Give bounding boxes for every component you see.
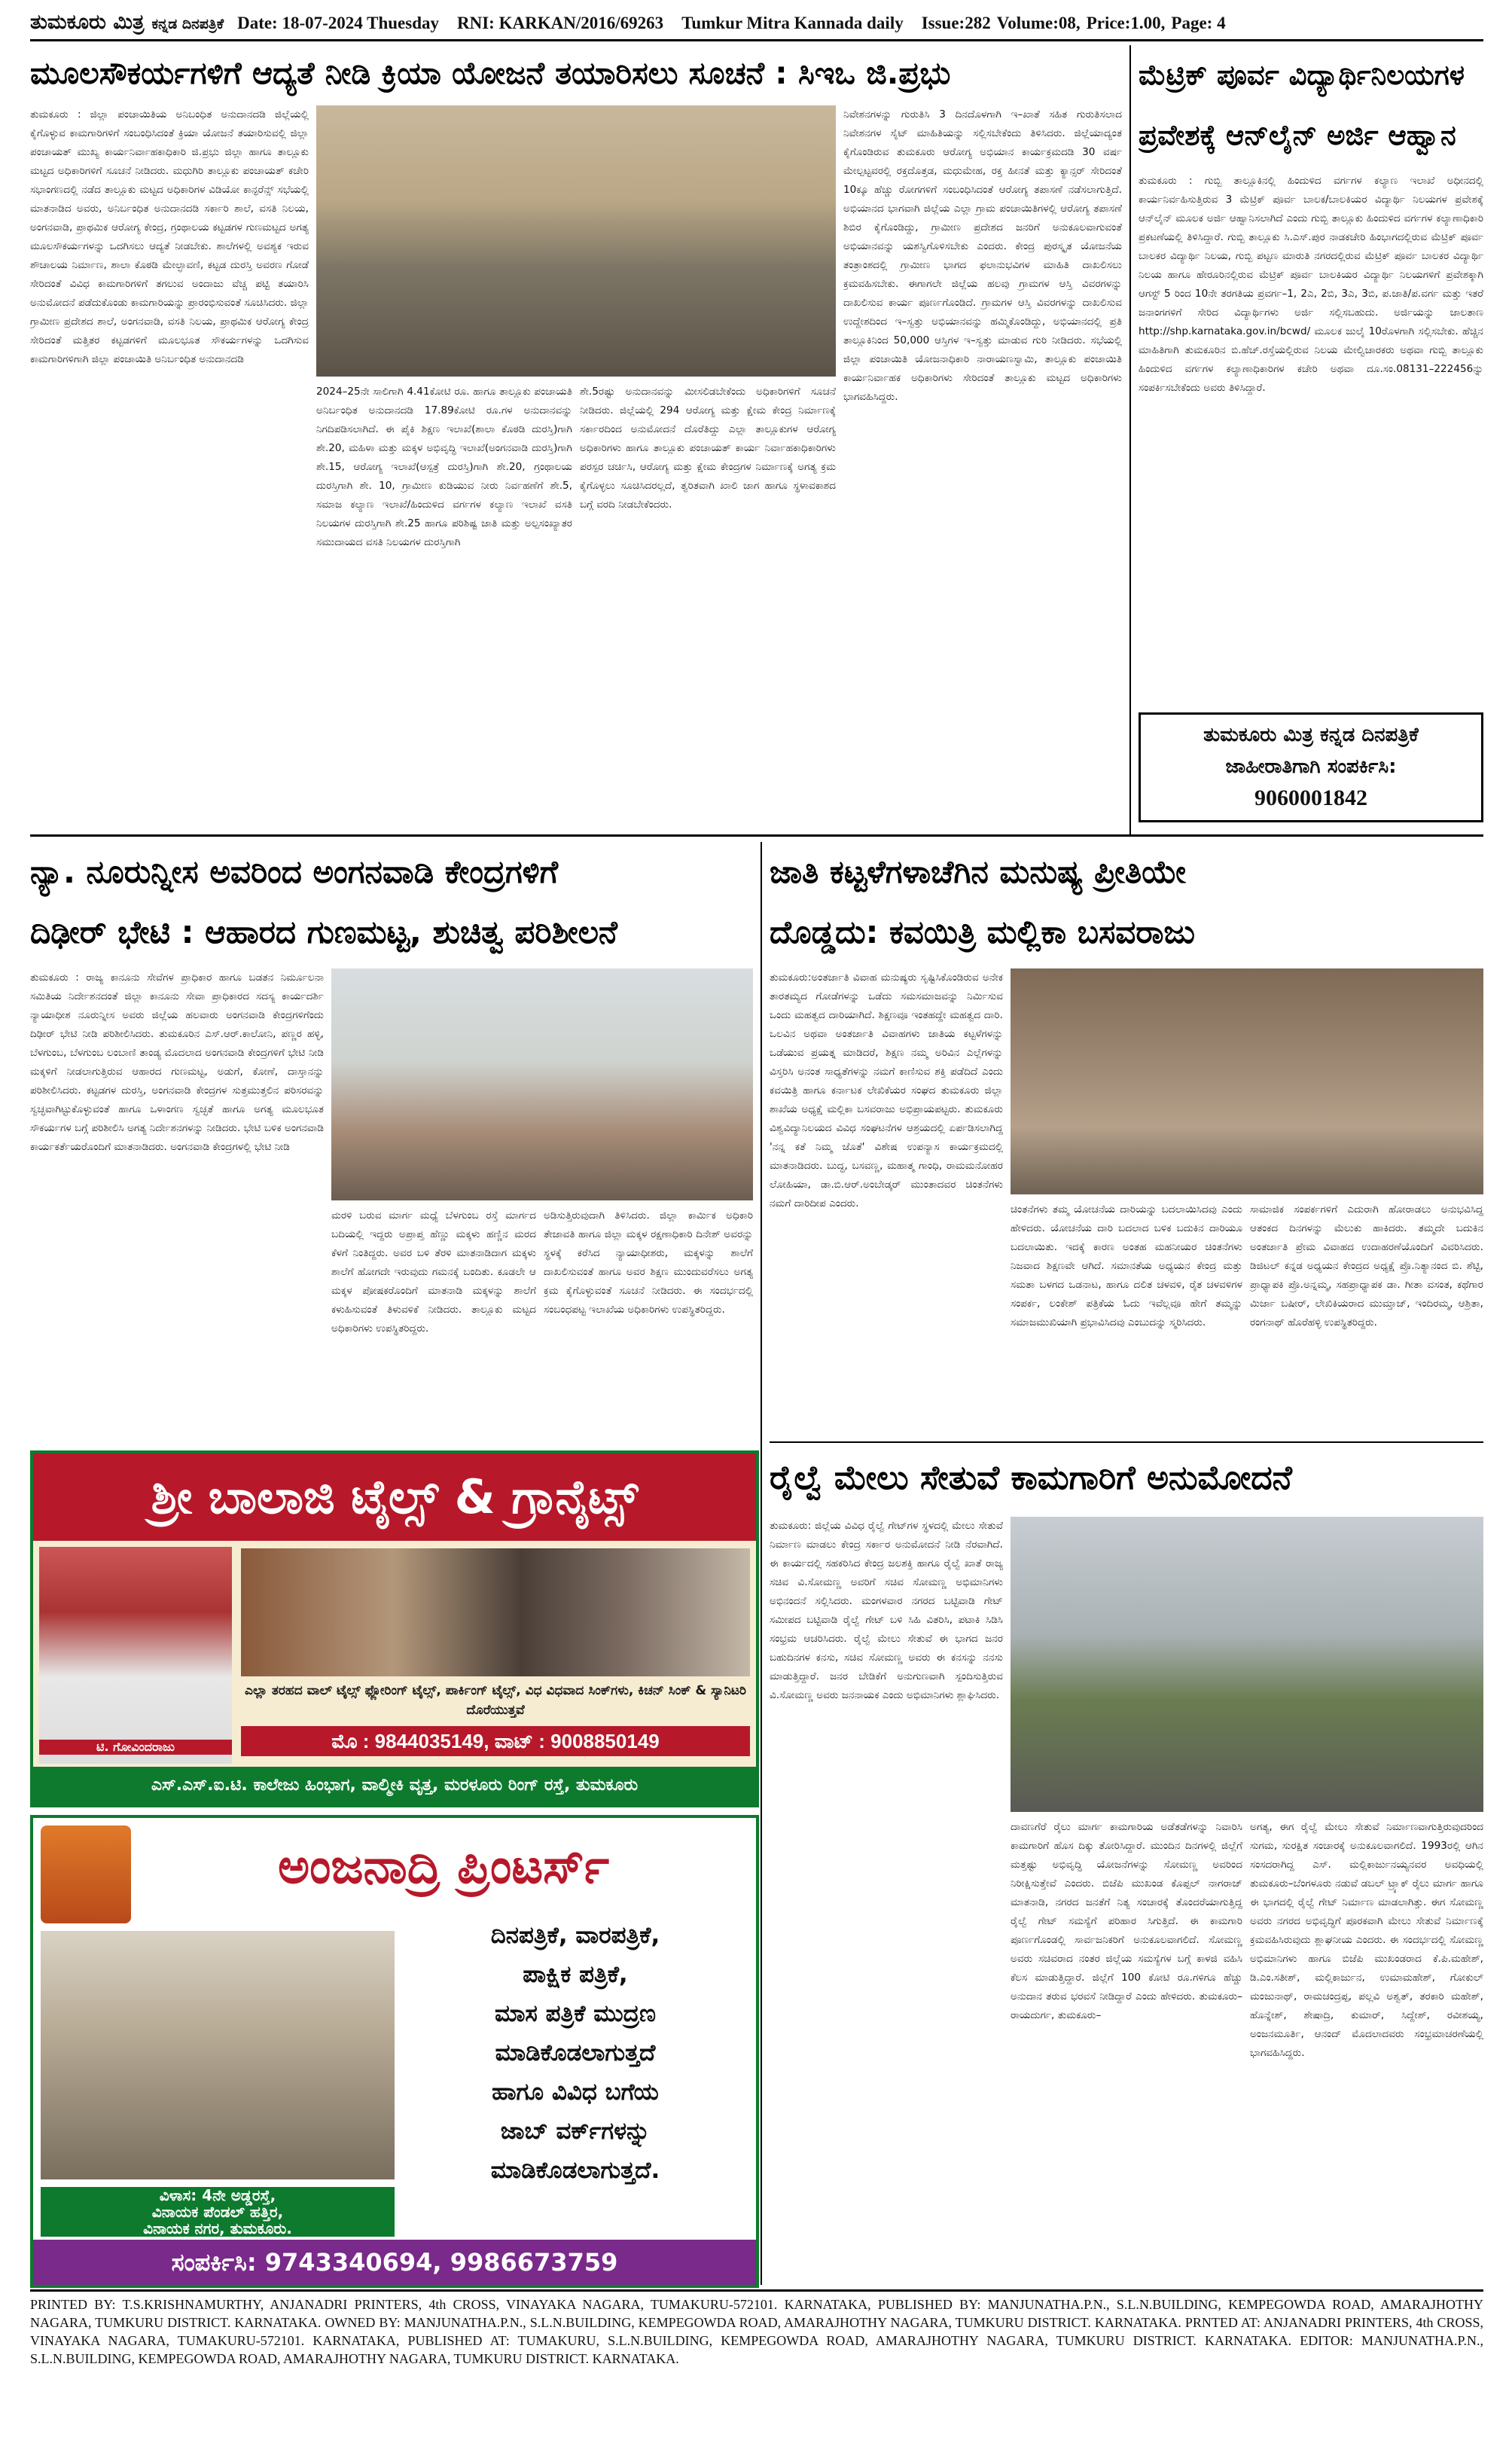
- service-line: ಮಾಡಿಕೊಡಲಾಗುತ್ತದೆ: [495, 2039, 656, 2066]
- column-divider: [1129, 45, 1131, 836]
- balaji-phone: ಮೊ : 9844035149, ವಾಟ್ : 9008850149: [241, 1726, 750, 1756]
- story4-col2: ಚಿಂತನೆಗಳು ತಮ್ಮ ಯೋಚನೆಯ ದಾರಿಯನ್ನು ಬದಲಾಯಿಸಿದವು ಎಂದು ಹೇಳಿದರು. ಯೋಚನೆಯ ದಾರಿ ಬದಲಾದ ಬಳಿಕ ಬದುಕಿನ ದಾರಿಯೂ ಬದಲಾಯಿತು. ಇದಕ್ಕೆ ಕಾರಣ ಅಂತಹ ಮಹನೀಯರ ಚಿಂತನೆಗಳು ನಿಜವಾದ ಶಿಕ್ಷಣವೇ ಆಗಿದೆ. ಸಮಾನತೆಯ ಅಧ್ಯಯನ ಕೇಂದ್ರ ಮತ್ತು ಸಮತಾ ಬಳಗದ ಒಡನಾಟ, ಹಾಗೂ ದಲಿತ ಚಳವಳಿ, ರೈತ ಚಳವಳಿಗಳ ಸಂಪರ್ಕ, ಲಂಕೇಶ್ ಪತ್ರಿಕೆಯ ಓದು ಇವೆಲ್ಲವೂ ಹೇಗೆ ತಮ್ಮನ್ನು ಸಮಾಜಮುಖಿಯಾಗಿ ಪ್ರಭಾವಿಸಿದವು ಎಂಬುದನ್ನು ಸ್ಮರಿಸಿದರು.: [1011, 1203, 1242, 1328]
- anjanadri-contact: ಸಂಪರ್ಕಿಸಿ: 9743340694, 9986673759: [33, 2240, 756, 2285]
- story5-col3: ಅಗತ್ಯ, ಈಗ ರೈಲ್ವೆ ಮೇಲು ಸೇತುವೆ ನಿರ್ಮಾಣವಾಗುತ್ತಿರುವುದರಿಂದ ಸುಗಮ, ಸುರಕ್ಷಿತ ಸಂಚಾರಕ್ಕೆ ಅನುಕೂಲವಾಗಲಿದೆ. 1993ರಲ್ಲಿ ಆಗಿನ ಸಂಸದರಾಗಿದ್ದ ಎಸ್. ಮಲ್ಲಿಕಾರ್ಜುನಯ್ಯನವರ ಅವಧಿಯಲ್ಲಿ ತುಮಕೂರು–ಬೆಂಗಳೂರು ನಡುವೆ ಡಬಲ್ ಟ್ರ್ಯಾಕ್ ರೈಲು ಮಾರ್ಗ ಹಾಗೂ ಈ ಭಾಗದಲ್ಲಿ ರೈಲ್ವೆ ಗೇಟ್ ನಿರ್ಮಾಣ ಮಾಡಲಾಗಿತ್ತು. ಈಗ ಸೋಮಣ್ಣ ಅವರು ನಗರದ ಅಭಿವೃದ್ಧಿಗೆ ಪೂರಕವಾಗಿ ಮೇಲು ಸೇತುವೆ ನಿರ್ಮಾಣಕ್ಕೆ ಕ್ರಮವಹಿಸಿರುವುದು ಶ್ಲಾಘನೀಯ ಎಂದರು. ಈ ಸಂದರ್ಭದಲ್ಲಿ ಸೋಮಣ್ಣ ಅಭಿಮಾನಿಗಳು ಹಾಗೂ ಬಿಜೆಪಿ ಮುಖಂಡರಾದ ಕೆ.ಪಿ.ಮಹೇಶ್, ಡಿ.ಎಂ.ಸತೀಶ್, ಮಲ್ಲಿಕಾರ್ಜುನ, ಉಮಾಮಹೇಶ್, ಗೋಕುಲ್ ಮಂಜುನಾಥ್, ರಾಮಚಂದ್ರಪ್ಪ, ಪಲ್ಲವಿ ಅಶ್ವತ್, ತರಕಾರಿ ಮಹೇಶ್, ಹೊನ್ನೇಶ್, ಶೇಷಾದ್ರಿ, ಕುಮಾರ್, ಸಿದ್ದೇಶ್, ರವೀಶಯ್ಯ, ಅಂಜನಮೂರ್ತಿ, ಆನಂದ್ ಮೊದಲಾದವರು ಸಂಭ್ರಮಾಚರಣೆಯಲ್ಲಿ ಭಾಗವಹಿಸಿದ್ದರು.: [1250, 1821, 1483, 2059]
- address-line2: ವಿನಾಯಕ ಪೆಂಡಲ್ ಹತ್ತಿರ,: [151, 2203, 284, 2221]
- service-line: ಮಾಡಿಕೊಡಲಾಗುತ್ತದೆ.: [490, 2157, 660, 2184]
- masthead: [30, 11, 1483, 36]
- story1-headline: ಮೂಲಸೌಕರ್ಯಗಳಿಗೆ ಆದ್ಯತೆ ನೀಡಿ ಕ್ರಿಯಾ ಯೋಜನೆ ತಯಾರಿಸಲು ಸೂಚನೆ : ಸಿಇಒ ಜಿ.ಪ್ರಭು: [30, 55, 951, 91]
- story3-headline-line2: ದಿಢೀರ್ ಭೇಟಿ : ಆಹಾರದ ಗುಣಮಟ್ಟ, ಶುಚಿತ್ವ ಪರಿಶೀಲನೆ: [30, 913, 617, 950]
- story3-photo: [331, 968, 753, 1200]
- paper-tagline: ಕನ್ನಡ ದಿನಪತ್ರಿಕೆ: [151, 16, 224, 32]
- balaji-address: ಎಸ್.ಎಸ್.ಐ.ಟಿ. ಕಾಲೇಜು ಹಿಂಭಾಗ, ವಾಲ್ಮೀಕಿ ವೃತ್ತ, ಮರಳೂರು ರಿಂಗ್ ರಸ್ತೆ, ತುಮಕೂರು: [33, 1767, 756, 1804]
- deity-image: [41, 1825, 131, 1923]
- paper-name: Tumkur Mitra Kannada daily: [681, 14, 904, 32]
- advertise-line1: ತುಮಕೂರು ಮಿತ್ರ ಕನ್ನಡ ದಿನಪತ್ರಿಕೆ: [1203, 724, 1419, 746]
- story4-headline-line2: ದೊಡ್ಡದು: ಕವಯಿತ್ರಿ ಮಲ್ಲಿಕಾ ಬಸವರಾಜು: [770, 913, 1195, 950]
- service-line: ಮಾಸ ಪತ್ರಿಕೆ ಮುದ್ರಣ: [495, 2000, 656, 2027]
- story3-col2: ಮರಳಿ ಬರುವ ಮಾರ್ಗ ಮಧ್ಯೆ ಬೆಳಗುಂಬ ರಸ್ತೆ ಮಾರ್ಗದ ಬದಿಯಲ್ಲಿ ಇದ್ದರು ಅಪ್ರಾಪ್ತ ಹೆಣ್ಣು ಮಕ್ಕಳು ಹಣ್ಣಿನ ಮರದ ಕೆಳಗೆ ನಿಂತಿದ್ದರು. ಅವರ ಬಳಿ ತೆರಳಿ ಮಾತನಾಡಿದಾಗ ಮಕ್ಕಳು ಶಾಲೆಗೆ ಹೋಗದೇ ಇರುವುದು ಗಮನಕ್ಕೆ ಬಂದಿತು. ಕೂಡಲೇ ಆ ಮಕ್ಕಳ ಪೋಷಕರೊಂದಿಗೆ ಮಾತನಾಡಿ ಮಕ್ಕಳನ್ನು ಶಾಲೆಗೆ ಕಳುಹಿಸುವಂತೆ ತಿಳುವಳಿಕೆ ನೀಡಿದರು. ತಾಲ್ಲೂಕು ಮಟ್ಟದ ಅಧಿಕಾರಿಗಳು ಉಪಸ್ಥಿತರಿದ್ದರು.: [331, 1209, 536, 1334]
- masthead-rule: [30, 39, 1483, 41]
- story5-headline: ರೈಲ್ವೆ ಮೇಲು ಸೇತುವೆ ಕಾಮಗಾರಿಗೆ ಅನುಮೋದನೆ: [770, 1459, 1292, 1497]
- story4-col1: ತುಮಕೂರು:ಅಂತರ್ಜಾತಿ ವಿವಾಹ ಮನುಷ್ಯರು ಸೃಷ್ಟಿಸಿಕೊಂಡಿರುವ ಅನೇಕ ತಾರತಮ್ಯದ ಗೋಡೆಗಳನ್ನು ಒಡೆದು ಸಮಸಮಾಜವನ್ನು ನಿರ್ಮಿಸುವ ಒಂದು ಮಹತ್ವದ ದಾರಿಯಾಗಿದೆ. ಶಿಕ್ಷಣವೂ ಇಂತಹದ್ದೇ ಮಹತ್ವದ ದಾರಿ. ಒಲವಿನ ಅಥವಾ ಅಂತರ್ಜಾತಿ ವಿವಾಹಗಳು ಜಾತಿಯ ಕಟ್ಟಳೆಗಳನ್ನು ಒಡೆಯುವ ಪ್ರಯತ್ನ ಮಾಡಿದರೆ, ಶಿಕ್ಷಣ ನಮ್ಮ ಅರಿವಿನ ಎಲ್ಲೆಗಳನ್ನು ವಿಸ್ತರಿಸಿ ಅನಂತ ಸಾಧ್ಯತೆಗಳನ್ನು ನಮಗೆ ಕಾಣಿಸುವ ಶಕ್ತಿ ಪಡೆದಿದೆ ಎಂದು ಕವಯಿತ್ರಿ ಹಾಗೂ ಕರ್ನಾಟಕ ಲೇಖಿಕೆಯರ ಸಂಘದ ತುಮಕೂರು ಜಿಲ್ಲಾ ಶಾಖೆಯ ಅಧ್ಯಕ್ಷೆ ಮಲ್ಲಿಕಾ ಬಸವರಾಜು ಅಭಿಪ್ರಾಯಪಟ್ಟರು. ತುಮಕೂರು ವಿಶ್ವವಿದ್ಯಾನಿಲಯದ ವಿವಿಧ ಸಂಘಟನೆಗಳ ಆಶ್ರಯದಲ್ಲಿ ಏರ್ಪಡಿಸಲಾಗಿದ್ದ 'ನನ್ನ ಕತೆ ನಿಮ್ಮ ಜೊತೆ' ವಿಶೇಷ ಉಪನ್ಯಾಸ ಕಾರ್ಯಕ್ರಮದಲ್ಲಿ ಮಾತನಾಡಿದರು. ಬುದ್ಧ, ಬಸವಣ್ಣ, ಮಹಾತ್ಮ ಗಾಂಧಿ, ರಾಮಮನೋಹರ ಲೋಹಿಯಾ, ಡಾ.ಬಿ.ಆರ್.ಅಂಬೇಡ್ಕರ್ ಮುಂತಾದವರ ಚಿಂತನೆಗಳು ನಮಗೆ ದಾರಿದೀಪ ಎಂದರು.: [770, 971, 1003, 1209]
- story4-photo: [1011, 968, 1483, 1194]
- story4-headline: [770, 842, 1483, 962]
- story5-photo: [1011, 1517, 1483, 1812]
- service-line: ದಿನಪತ್ರಿಕೆ, ವಾರಪತ್ರಿಕೆ,: [490, 1922, 660, 1949]
- story3-col3: ಅಡಿಸುತ್ತಿರುವುದಾಗಿ ತಿಳಿಸಿದರು. ಜಿಲ್ಲಾ ಕಾರ್ಮಿಕ ಅಧಿಕಾರಿ ತೇಜಾವತಿ ಹಾಗೂ ಜಿಲ್ಲಾ ಮಕ್ಕಳ ರಕ್ಷಣಾಧಿಕಾರಿ ದಿನೇಶ್ ಅವರನ್ನು ಸ್ಥಳಕ್ಕೆ ಕರೆಸಿದ ನ್ಯಾಯಾಧೀಶರು, ಮಕ್ಕಳನ್ನು ಶಾಲೆಗೆ ದಾಖಲಿಸುವಂತೆ ಹಾಗೂ ಅವರ ಶಿಕ್ಷಣ ಮುಂದುವರೆಸಲು ಅಗತ್ಯ ಕ್ರಮ ಕೈಗೊಳ್ಳುವಂತೆ ಸೂಚನೆ ನೀಡಿದರು. ಈ ಸಂದರ್ಭದಲ್ಲಿ ಸಂಬಂಧಪಟ್ಟ ಇಲಾಖೆಯ ಅಧಿಕಾರಿಗಳು ಉಪಸ್ಥಿತರಿದ್ದರು.: [544, 1209, 753, 1316]
- address-line1: ವಿಳಾಸ: 4ನೇ ಅಡ್ಡರಸ್ತೆ,: [159, 2186, 276, 2204]
- service-line: ಪಾಕ್ಷಿಕ ಪತ್ರಿಕೆ,: [523, 1961, 628, 1988]
- story4-headline-line1: ಜಾತಿ ಕಟ್ಟಳೆಗಳಾಚೆಗಿನ ಮನುಷ್ಯ ಪ್ರೀತಿಯೇ: [770, 853, 1186, 890]
- column-divider-2: [761, 842, 762, 2285]
- printing-services: [402, 1916, 748, 2187]
- service-line: ಜಾಬ್ ವರ್ಕ್‌ಗಳನ್ನು: [500, 2118, 651, 2145]
- anjanadri-printers-ad: [30, 1815, 759, 2288]
- imprint-footer: PRINTED BY: T.S.KRISHNAMURTHY, ANJANADRI PRINTERS, 4th CROSS, VINAYAKA NAGARA, TUMAKURU-572101. KARNATAKA, PUBLISHED BY: MANJUNATHA.P.N., S.L.N.BUILDING, KEMPEGOWDA ROAD, AMARAJHOTHY NAGARA, TUMKURU DISTRICT. KARNATAKA. OWNED BY: MANJUNATHA.P.N., S.L.N.BUILDING, KEMPEGOWDA ROAD, AMARAJHOTHY NAGARA, TUMKURU DISTRICT. KARNATAKA. PRNTED AT: ANJANADRI PRINTERS, 4th CROSS, VINAYAKA NAGARA, TUMAKURU-572101. KARNATAKA, PUBLISHED AT: TUMAKURU, S.L.N.BUILDING, KEMPEGOWDA ROAD, AMARAJHOTHY NAGARA, TUMKURU DISTRICT. KARNATAKA. EDITOR: MANJUNATHA.P.N., S.L.N.BUILDING, KEMPEGOWDA ROAD, AMARAJHOTHY NAGARA, TUMKURU DISTRICT. KARNATAKA.: [30, 2297, 1483, 2366]
- advertise-contact-box: [1139, 712, 1483, 822]
- price: Price:1.00,: [1086, 14, 1166, 32]
- issue-date: Date: 18-07-2024 Thuesday: [237, 14, 439, 32]
- story1-col2: 2024–25ನೇ ಸಾಲಿಗಾಗಿ 4.41ಕೋಟಿ ರೂ. ಹಾಗೂ ತಾಲ್ಲೂಕು ಪಂಚಾಯತಿ ಅನಿರ್ಬಂಧಿತ ಅನುದಾನದಡಿ 17.89ಕೋಟಿ ರೂ.ಗಳ ಅನುದಾನವನ್ನು ನಿಗದಿಪಡಿಸಲಾಗಿದೆ. ಈ ಪೈಕಿ ಶಿಕ್ಷಣ ಇಲಾಖೆ(ಶಾಲಾ ಕೊಠಡಿ ದುರಸ್ತಿ)ಗಾಗಿ ಶೇ.20, ಮಹಿಳಾ ಮತ್ತು ಮಕ್ಕಳ ಅಭಿವೃದ್ಧಿ ಇಲಾಖೆ(ಅಂಗನವಾಡಿ ದುರಸ್ತಿ)ಗಾಗಿ ಶೇ.15, ಆರೋಗ್ಯ ಇಲಾಖೆ(ಆಸ್ಪತ್ರೆ ದುರಸ್ತಿ)ಗಾಗಿ ಶೇ.20, ಗ್ರಂಥಾಲಯ ದುರಸ್ತಿಗಾಗಿ ಶೇ. 10, ಗ್ರಾಮೀಣ ಕುಡಿಯುವ ನೀರು ನಿರ್ವಹಣೆಗೆ ಶೇ.5, ಸಮಾಜ ಕಲ್ಯಾಣ ಇಲಾಖೆ/ಹಿಂದುಳಿದ ವರ್ಗಗಳ ಕಲ್ಯಾಣ ಇಲಾಖೆ ವಸತಿ ನಿಲಯಗಳ ದುರಸ್ತಿಗಾಗಿ ಶೇ.25 ಹಾಗೂ ಪರಿಶಿಷ್ಟ ಜಾತಿ ಮತ್ತು ಅಲ್ಪಸಂಖ್ಯಾತರ ಸಮುದಾಯದ ವಸತಿ ನಿಲಯಗಳ ದುರಸ್ತಿಗಾಗಿ: [316, 386, 572, 548]
- anjanadri-title: ಅಂಜನಾದ್ರಿ ಪ್ರಿಂಟರ್ಸ್: [277, 1839, 609, 1895]
- page-number: Page: 4: [1171, 14, 1226, 32]
- story2-headline: ಮೆಟ್ರಿಕ್ ಪೂರ್ವ ವಿದ್ಯಾರ್ಥಿನಿಲಯಗಳ ಪ್ರವೇಶಕ್ಕೆ ಆನ್‌ಲೈನ್ ಅರ್ಜಿ ಆಹ್ವಾನ: [1139, 59, 1465, 151]
- story1-col3: ಶೇ.5ರಷ್ಟು ಅನುದಾನವನ್ನು ಮೀಸಲಿಡಬೇಕೆಂದು ಅಧಿಕಾರಿಗಳಿಗೆ ಸೂಚನೆ ನೀಡಿದರು. ಜಿಲ್ಲೆಯಲ್ಲಿ 294 ಆರೋಗ್ಯ ಮತ್ತು ಕ್ಷೇಮ ಕೇಂದ್ರ ನಿರ್ಮಾಣಕ್ಕೆ ಸರ್ಕಾರದಿಂದ ಅನುಮೋದನೆ ದೊರೆತಿದ್ದು ಎಲ್ಲಾ ತಾಲ್ಲೂಕುಗಳ ಆರೋಗ್ಯ ಅಧಿಕಾರಿಗಳು ಹಾಗೂ ತಾಲ್ಲೂಕು ಪಂಚಾಯತ್ ಕಾರ್ಯ ನಿರ್ವಾಹಕಾಧಿಕಾರಿಗಳು ಪರಸ್ಪರ ಚರ್ಚಿಸಿ, ಆರೋಗ್ಯ ಮತ್ತು ಕ್ಷೇಮ ಕೇಂದ್ರಗಳ ನಿರ್ಮಾಣಕ್ಕೆ ಅಗತ್ಯ ಕ್ರಮ ಕೈಗೊಳ್ಳಲು ಸೂಚಿಸಿದರಲ್ಲದೆ, ತ್ವರಿತವಾಗಿ ಖಾಲಿ ಜಾಗ ಹಾಗೂ ಸ್ಥಳಾವಕಾಶದ ಬಗ್ಗೆ ವರದಿ ನೀಡಬೇಕೆಂದರು.: [580, 386, 836, 511]
- rni-number: RNI: KARKAN/2016/69263: [457, 14, 664, 32]
- volume: Volume:08,: [996, 14, 1081, 32]
- story5-col1: ತುಮಕೂರು: ಜಿಲ್ಲೆಯ ವಿವಿಧ ರೈಲ್ವೆ ಗೇಟ್‌ಗಳ ಸ್ಥಳದಲ್ಲಿ ಮೇಲು ಸೇತುವೆ ನಿರ್ಮಾಣ ಮಾಡಲು ಕೇಂದ್ರ ಸರ್ಕಾರ ಅನುಮೋದನೆ ನೀಡಿ ನೆರವಾಗಿದೆ. ಈ ಕಾರ್ಯದಲ್ಲಿ ಸಹಕರಿಸಿದ ಕೇಂದ್ರ ಜಲಶಕ್ತಿ ಹಾಗೂ ರೈಲ್ವೆ ಖಾತೆ ರಾಜ್ಯ ಸಚಿವ ವಿ.ಸೋಮಣ್ಣ ಅವರಿಗೆ ಸಚಿವ ಸೋಮಣ್ಣ ಅಭಿಮಾನಿಗಳು ಅಭಿನಂದನೆ ಸಲ್ಲಿಸಿದರು. ಮಂಗಳವಾರ ನಗರದ ಬಟ್ಟಿವಾಡಿ ಗೇಟ್ ಸಮೀಪದ ಬಟ್ಟಿವಾಡಿ ರೈಲ್ವೆ ಗೇಟ್ ಬಳಿ ಸಿಹಿ ವಿತರಿಸಿ, ಪಟಾಕಿ ಸಿಡಿಸಿ ಸಂಭ್ರಮ ಆಚರಿಸಿದರು. ರೈಲ್ವೆ ಮೇಲು ಸೇತುವೆ ಈ ಭಾಗದ ಜನರ ಬಹುದಿನಗಳ ಕನಸು, ಸಚಿವ ಸೋಮಣ್ಣ ಅವರು ಈ ಕನಸನ್ನು ನನಸು ಮಾಡುತ್ತಿದ್ದಾರೆ. ಜನರ ಬೇಡಿಕೆಗೆ ಅನುಗುಣವಾಗಿ ಸ್ಪಂದಿಸುತ್ತಿರುವ ವಿ.ಸೋಮಣ್ಣ ಅವರು ಜನನಾಯಕ ಎಂದು ಅಭಿಮಾನಿಗಳು ಶ್ಲಾಘಿಸಿದರು.: [770, 1520, 1003, 1701]
- story1-col4: ನಿವೇಶನಗಳನ್ನು ಗುರುತಿಸಿ 3 ದಿನದೊಳಗಾಗಿ ಇ–ಖಾತೆ ಸಹಿತ ಗುರುತಿಸಲಾದ ನಿವೇಶನಗಳ ಸೈಟ್ ಮಾಹಿತಿಯನ್ನು ಸಲ್ಲಿಸಬೇಕೆಂದು ತಿಳಿಸಿದರು. ಜಿಲ್ಲೆಯಾದ್ಯಂತ ಕೈಗೊಂಡಿರುವ ತುಮಕೂರು ಆರೋಗ್ಯ ಅಭಿಯಾನ ಕಾರ್ಯಕ್ರಮದಡಿ 30 ವರ್ಷ ಮೇಲ್ಪಟ್ಟವರಲ್ಲಿ ರಕ್ತದೊತ್ತಡ, ಮಧುಮೇಹ, ರಕ್ತ ಹೀನತೆ ಮತ್ತು ಕ್ಯಾನ್ಸರ್ ಸೇರಿದಂತೆ 10ಕ್ಕೂ ಹೆಚ್ಚು ರೋಗಗಳಿಗೆ ಸಂಬಂಧಿಸಿದಂತೆ ಆರೋಗ್ಯ ತಪಾಸಣೆ ನಡೆಸಲಾಗುತ್ತಿದೆ. ಅಭಿಯಾನದ ಭಾಗವಾಗಿ ಜಿಲ್ಲೆಯ ಎಲ್ಲಾ ಗ್ರಾಮ ಪಂಚಾಯಿತಿಗಳಲ್ಲಿ ಆರೋಗ್ಯ ತಪಾಸಣೆ ಶಿಬಿರ ಕೈಗೊಂಡಿದ್ದು, ಗ್ರಾಮೀಣ ಪ್ರದೇಶದ ಜನರಿಗೆ ಅನುಕೂಲವಾಗುವಂತೆ ಅಭಿಯಾನವನ್ನು ಯಶಸ್ವಿಗೊಳಿಸಬೇಕು ಎಂದರು. ಕೇಂದ್ರ ಪುರಸ್ಕೃತ ಯೋಜನೆಯ ತಂತ್ರಾಂಶದಲ್ಲಿ ಗ್ರಾಮೀಣ ಭಾಗದ ಫಲಾನುಭವಿಗಳ ಮಾಹಿತಿ ದಾಖಲಿಸಲು ಕ್ರಮವಹಿಸಬೇಕು. ಈಗಾಗಲೇ ಜಿಲ್ಲೆಯ ಹಲವು ಗ್ರಾಮಗಳ ಆಸ್ತಿ ವಿವರಗಳನ್ನು ದಾಖಲಿಸುವ ಕಾರ್ಯ ಪೂರ್ಣಗೊಂಡಿದೆ. ಗ್ರಾಮಗಳ ಆಸ್ತಿ ವಿವರಗಳನ್ನು ದಾಖಲಿಸುವ ಉದ್ದೇಶದಿಂದ ಇ–ಸ್ವತ್ತು ಅಭಿಯಾನವನ್ನು ಹಮ್ಮಿಕೊಂಡಿದ್ದು, ಅಭಿಯಾನದಲ್ಲಿ ಪ್ರತಿ ತಾಲ್ಲೂಕಿನಿಂದ 50,000 ಆಸ್ತಿಗಳ ಇ–ಸ್ವತ್ತು ಮಾಡುವ ಗುರಿ ನೀಡಿದರು. ಸಭೆಯಲ್ಲಿ ಜಿಲ್ಲಾ ಪಂಚಾಯಿತಿ ಯೋಜನಾಧಿಕಾರಿ ನಾರಾಯಣಸ್ವಾಮಿ, ತಾಲ್ಲೂಕು ಪಂಚಾಯಿತಿ ಕಾರ್ಯನಿರ್ವಾಹಕ ಅಧಿಕಾರಿಗಳು ಸೇರಿದಂತೆ ತಾಲ್ಲೂಕು ಮಟ್ಟದ ಅಧಿಕಾರಿಗಳು ಭಾಗವಹಿಸಿದ್ದರು.: [843, 108, 1122, 403]
- balaji-tiles-ad: [30, 1450, 759, 1807]
- footer-rule: [30, 2289, 1483, 2292]
- service-line: ಹಾಗೂ ವಿವಿಧ ಬಗೆಯ: [492, 2079, 659, 2106]
- story1-col1: ತುಮಕೂರು : ಜಿಲ್ಲಾ ಪಂಚಾಯಿತಿಯ ಅನಿಬಂಧಿತ ಅನುದಾನದಡಿ ಜಿಲ್ಲೆಯಲ್ಲಿ ಕೈಗೊಳ್ಳುವ ಕಾಮಗಾರಿಗಳಿಗೆ ಸಂಬಂಧಿಸಿದಂತೆ ಕ್ರಿಯಾ ಯೋಜನೆ ತಯಾರಿಸುವಲ್ಲಿ ಜಿಲ್ಲಾ ಪಂಚಾಯತ್ ಮುಖ್ಯ ಕಾರ್ಯನಿರ್ವಾಹಕಾಧಿಕಾರಿ ಜಿ.ಪ್ರಭು ಜಿಲ್ಲಾ ಹಾಗೂ ತಾಲ್ಲೂಕು ಮಟ್ಟದ ಅಧಿಕಾರಿಗಳಿಗೆ ಸೂಚನೆ ನೀಡಿದರು. ಮಧುಗಿರಿ ತಾಲ್ಲೂಕು ಪಂಚಾಯತ್ ಕಚೇರಿ ಸಭಾಂಗಣದಲ್ಲಿ ನಡೆದ ತಾಲ್ಲೂಕು ಮಟ್ಟದ ಅಧಿಕಾರಿಗಳ ವಿಡಿಯೋ ಕಾನ್ಫರೆನ್ಸ್ ಸಭೆಯಲ್ಲಿ ಮಾತನಾಡಿದ ಅವರು, ಅನಿರ್ಬಂಧಿತ ಅನುದಾನದಡಿ ಸರ್ಕಾರಿ ಶಾಲೆ, ವಸತಿ ನಿಲಯ, ಅಂಗನವಾಡಿ, ಪ್ರಾಥಮಿಕ ಆರೋಗ್ಯ ಕೇಂದ್ರ, ಗ್ರಂಥಾಲಯ ಕಟ್ಟಡಗಳ ಗುಣಮಟ್ಟದ ಅಗತ್ಯ ಮೂಲಸೌಕರ್ಯಗಳನ್ನು ಒದಗಿಸಲು ಆದ್ಯತೆ ನೀಡಬೇಕು. ಶಾಲೆಗಳಲ್ಲಿ ಅವಶ್ಯಕ ಇರುವ ಶೌಚಾಲಯ ನಿರ್ಮಾಣ, ಶಾಲಾ ಕೊಠಡಿ ಮೇಲ್ಛಾವಣಿ, ಕಟ್ಟಡ ದುರಸ್ತಿ ಅವರಣ ಗೋಡೆ ಸೇರಿದಂತೆ ವಿವಿಧ ಕಾಮಗಾರಿಗಳಿಗೆ ತಗಲುವ ಅಂದಾಜು ವೆಚ್ಚ ಪಟ್ಟಿ ತಯಾರಿಸಿ ಅನುಮೋದನೆ ಪಡೆದುಕೊಂಡು ಕಾಮಗಾರಿಯನ್ನು ಪ್ರಾರಂಭಿಸುವಂತೆ ಸೂಚಿಸಿದರು. ಜಿಲ್ಲಾ ಗ್ರಾಮೀಣ ಪ್ರದೇಶದ ಶಾಲೆ, ಅಂಗನವಾಡಿ, ವಸತಿ ನಿಲಯ, ಪ್ರಾಥಮಿಕ ಆರೋಗ್ಯ ಕೇಂದ್ರ ಸೇರಿದಂತೆ ಮತ್ತಿತರ ಕಟ್ಟಡಗಳಿಗೆ ಮೂಲಭೂತ ಸೌಕರ್ಯಗಳನ್ನು ಒದಗಿಸುವ ಕಾಮಗಾರಿಗಳಿಗಾಗಿ ಜಿಲ್ಲಾ ಪಂಚಾಯಿತಿ ಅನಿರ್ಬಂಧಿತ ಅನುದಾನದಡಿ: [30, 108, 309, 365]
- owner-name: ಟಿ. ಗೋವಿಂದರಾಜು: [39, 1740, 232, 1755]
- shop-photo: [41, 1931, 395, 2179]
- balaji-banner: ಶ್ರೀ ಬಾಲಾಜಿ ಟೈಲ್ಸ್ & ಗ್ರಾನೈಟ್ಸ್: [33, 1453, 756, 1541]
- owner-portrait: [39, 1547, 232, 1764]
- story5-col2: ದಾವಣಗೆರೆ ರೈಲು ಮಾರ್ಗ ಕಾಮಗಾರಿಯ ಅಡೆತಡೆಗಳನ್ನು ನಿವಾರಿಸಿ ಕಾಮಗಾರಿಗೆ ಹೊಸ ದಿಕ್ಕು ತೋರಿಸಿದ್ದಾರೆ. ಮುಂದಿನ ದಿನಗಳಲ್ಲಿ ಜಿಲ್ಲೆಗೆ ಮತ್ತಷ್ಟು ಅಭಿವೃದ್ಧಿ ಯೋಜನೆಗಳನ್ನು ಸೋಮಣ್ಣ ಅವರಿಂದ ನಿರೀಕ್ಷಿಸುತ್ತೇವೆ ಎಂದರು. ಬಿಜೆಪಿ ಮುಖಂಡ ಕೊಪ್ಪಲ್ ನಾಗರಾಜ್ ಮಾತನಾಡಿ, ನಗರದ ಜನತೆಗೆ ನಿತ್ಯ ಸಂಚಾರಕ್ಕೆ ತೊಂದರೆಯಾಗುತ್ತಿದ್ದ ರೈಲ್ವೆ ಗೇಟ್ ಸಮಸ್ಯೆಗೆ ಪರಿಹಾರ ಸಿಗುತ್ತಿದೆ. ಈ ಕಾಮಗಾರಿ ಪೂರ್ಣಗೊಂಡಲ್ಲಿ ಸಾರ್ವಜನಿಕರಿಗೆ ಅನುಕೂಲವಾಗಲಿದೆ. ಸೋಮಣ್ಣ ಅವರು ಸಚಿವರಾದ ನಂತರ ಜಿಲ್ಲೆಯ ಸಮಸ್ಯೆಗಳ ಬಗ್ಗೆ ಕಾಳಜಿ ವಹಿಸಿ ಕೆಲಸ ಮಾಡುತ್ತಿದ್ದಾರೆ. ಜಿಲ್ಲೆಗೆ 100 ಕೋಟಿ ರೂ.ಗಳಿಗೂ ಹೆಚ್ಚು ಅನುದಾನ ತರುವ ಭರವಸೆ ನೀಡಿದ್ದಾರೆ ಎಂದು ಹೇಳಿದರು. ತುಮಕೂರು–ರಾಯದುರ್ಗ, ತುಮಕೂರು–: [1011, 1821, 1242, 2021]
- story-divider: [770, 1441, 1483, 1443]
- issue-number: Issue:282: [921, 14, 991, 32]
- story1-photo: [316, 105, 836, 377]
- paper-logo: ತುಮಕೂರು ಮಿತ್ರ: [30, 11, 145, 34]
- address-line3: ವಿನಾಯಕ ನಗರ, ತುಮಕೂರು.: [143, 2219, 292, 2237]
- section-rule: [30, 834, 1483, 837]
- balaji-description: ಎಲ್ಲಾ ತರಹದ ವಾಲ್ ಟೈಲ್ಸ್ ಫ್ಲೋರಿಂಗ್ ಟೈಲ್ಸ್, ಪಾರ್ಕಿಂಗ್ ಟೈಲ್ಸ್, ವಿಧ ವಿಧವಾದ ಸಿಂಕ್‌ಗಳು, ಕಿಚನ್ ಸಿಂಕ್ & ಸ್ಯಾನಿಟರಿ ದೊರೆಯುತ್ತವೆ: [245, 1683, 746, 1718]
- story3-headline-line1: ನ್ಯಾ. ನೂರುನ್ನೀಸ ಅವರಿಂದ ಅಂಗನವಾಡಿ ಕೇಂದ್ರಗಳಿಗೆ: [30, 853, 559, 890]
- advertise-phone: 9060001842: [1254, 785, 1367, 810]
- advertise-line2: ಜಾಹೀರಾತಿಗಾಗಿ ಸಂಪರ್ಕಿಸಿ:: [1225, 755, 1397, 778]
- story2-body: ತುಮಕೂರು : ಗುಬ್ಬಿ ತಾಲ್ಲೂಕಿನಲ್ಲಿ ಹಿಂದುಳಿದ ವರ್ಗಗಳ ಕಲ್ಯಾಣ ಇಲಾಖೆ ಅಧೀನದಲ್ಲಿ ಕಾರ್ಯನಿರ್ವಹಿಸುತ್ತಿರುವ 3 ಮೆಟ್ರಿಕ್ ಪೂರ್ವ ಬಾಲಕ/ಬಾಲಕಿಯರ ವಿದ್ಯಾರ್ಥಿ ನಿಲಯಗಳ ಪ್ರವೇಶಕ್ಕೆ ಆನ್‌ಲೈನ್ ಮೂಲಕ ಅರ್ಜಿ ಆಹ್ವಾನಿಸಲಾಗಿದೆ ಎಂದು ಗುಬ್ಬಿ ತಾಲ್ಲೂಕು ಹಿಂದುಳಿದ ವರ್ಗಗಳ ಕಲ್ಯಾಣಾಧಿಕಾರಿ ಪ್ರಕಟಣೆಯಲ್ಲಿ ತಿಳಿಸಿದ್ದಾರೆ. ಗುಬ್ಬಿ ತಾಲ್ಲೂಕು ಸಿ.ಎಸ್.ಪುರ ನಾಡಕಚೇರಿ ಹಿಂಭಾಗದಲ್ಲಿರುವ ಮೆಟ್ರಿಕ್ ಪೂರ್ವ ಬಾಲಕರ ವಿದ್ಯಾರ್ಥಿ ನಿಲಯ, ಗುಬ್ಬಿ ಪಟ್ಟಣ ಮಾರುತಿ ನಗರದಲ್ಲಿರುವ ಮೆಟ್ರಿಕ್ ಪೂರ್ವ ಬಾಲಕರ ವಿದ್ಯಾರ್ಥಿ ನಿಲಯ ಹಾಗೂ ಹೇರೂರಿನಲ್ಲಿರುವ ಮೆಟ್ರಿಕ್ ಪೂರ್ವ ಬಾಲಕಿಯರ ವಿದ್ಯಾರ್ಥಿ ನಿಲಯಗಳಿಗೆ ಪ್ರವೇಶಕ್ಕಾಗಿ ಆಗಸ್ಟ್ 5 ರಿಂದ 10ನೇ ತರಗತಿಯ ಪ್ರವರ್ಗ–1, 2ಎ, 2ಬಿ, 3ಎ, 3ಬಿ, ಪ.ಜಾತಿ/ಪ.ವರ್ಗ ಮತ್ತು ಇತರೆ ಜನಾಂಗಗಳಿಗೆ ಸೇರಿದ ವಿದ್ಯಾರ್ಥಿಗಳು ಅರ್ಜಿ ಸಲ್ಲಿಸಬಹುದು. ಅರ್ಜಿಯನ್ನು ಜಾಲತಾಣ http://shp.karnataka.gov.in/bcwd/ ಮೂಲಕ ಜುಲೈ 10ರೊಳಗಾಗಿ ಸಲ್ಲಿಸಬೇಕು. ಹೆಚ್ಚಿನ ಮಾಹಿತಿಗಾಗಿ ತುಮಕೂರಿನ ಬಿ.ಹೆಚ್.ರಸ್ತೆಯಲ್ಲಿರುವ ನಿಲಯ ಮೇಲ್ವಿಚಾರಕರು ಅಥವಾ ಗುಬ್ಬಿ ತಾಲ್ಲೂಕು ಹಿಂದುಳಿದ ವರ್ಗಗಳ ಕಲ್ಯಾಣಾಧಿಕಾರಿಗಳ ಕಚೇರಿ ಅಥವಾ ದೂ.ಸಂ.08131–222456ನ್ನು ಸಂಪರ್ಕಿಸಬೇಕೆಂದು ಅವರು ತಿಳಿಸಿದ್ದಾರೆ.: [1139, 175, 1483, 394]
- anjanadri-address: [41, 2187, 395, 2237]
- story4-col3: ಸಾಮಾಜಿಕ ಸಂಪರ್ಕಗಳಿಗೆ ಎದುರಾಗಿ ಹೋರಾಡಲು ಅನುಭವಿಸಿದ್ದ ಆತಂಕದ ದಿನಗಳನ್ನು ಮೆಲುಕು ಹಾಕಿದರು. ತಮ್ಮದೇ ಬದುಕಿನ ಅಂತರ್ಜಾತಿ ಪ್ರೇಮ ವಿವಾಹದ ಉದಾಹರಣೆಯೊಂದಿಗೆ ವಿವರಿಸಿದರು. ಡಿಜಿಟಲ್ ಕನ್ನಡ ಅಧ್ಯಯನ ಕೇಂದ್ರದ ಅಧ್ಯಕ್ಷೆ ಪ್ರೊ.ನಿತ್ಯಾನಂದ ಬಿ. ಶೆಟ್ಟಿ, ಪ್ರಾಧ್ಯಾಪಕಿ ಪ್ರೊ.ಅನ್ನಮ್ಮ, ಸಹಪ್ರಾಧ್ಯಾಪಕ ಡಾ. ಗೀತಾ ವಸಂತ, ಕಥೆಗಾರ ಮಿರ್ಜಾ ಬಷೀರ್, ಲೇಖಿಕಿಯರಾದ ಮುಮ್ತಾಜ್, ಇಂದಿರಮ್ಮ, ಆಶ್ರಿತಾ, ರಂಗನಾಥ್ ಹೊರೆಹಳ್ಳಿ ಉಪಸ್ಥಿತರಿದ್ದರು.: [1250, 1203, 1483, 1328]
- story3-headline: [30, 842, 753, 962]
- story3-col1: ತುಮಕೂರು : ರಾಜ್ಯ ಕಾನೂನು ಸೇವೆಗಳ ಪ್ರಾಧಿಕಾರ ಹಾಗೂ ಬಡತನ ನಿರ್ಮೂಲನಾ ಸಮಿತಿಯ ನಿರ್ದೇಶನದಂತೆ ಜಿಲ್ಲಾ ಕಾನೂನು ಸೇವಾ ಪ್ರಾಧಿಕಾರದ ಸದಸ್ಯ ಕಾರ್ಯದರ್ಶಿ ನ್ಯಾಯಾಧೀಶ ನೂರುನ್ನೀಸ ಅವರು ಜಿಲ್ಲೆಯ ಹಲವಾರು ಅಂಗನವಾಡಿ ಕೇಂದ್ರಗಳಿಗೆಂದು ದಿಢೀರ್ ಭೇಟಿ ನೀಡಿ ಪರಿಶೀಲಿಸಿದರು. ತುಮಕೂರಿನ ಎಸ್.ಆರ್.ಕಾಲೋನಿ, ಪಣ್ಣರ ಹಳ್ಳಿ, ಬೆಳಗುಂಬ, ಬೆಳಗುಂಬ ಲಂಬಾಣಿ ತಾಂಡ್ಯ ಮೊದಲಾದ ಅಂಗನವಾಡಿ ಕೇಂದ್ರಗಳಿಗೆ ಭೇಟಿ ನೀಡಿ ಮಕ್ಕಳಿಗೆ ನೀಡಲಾಗುತ್ತಿರುವ ಆಹಾರದ ಗುಣಮಟ್ಟ, ಅಡುಗೆ, ಕೋಣೆ, ದಾಸ್ತಾನನ್ನು ಪರಿಶೀಲಿಸಿದರು. ಕಟ್ಟಡಗಳ ದುರಸ್ತಿ, ಅಂಗನವಾಡಿ ಕೇಂದ್ರಗಳ ಸುತ್ತಮುತ್ತಲಿನ ಪರಿಸರವನ್ನು ಸ್ವಚ್ಛವಾಗಿಟ್ಟುಕೊಳ್ಳುವಂತೆ ಹಾಗೂ ಒಳಾಂಗಣ ಸ್ವಚ್ಛತೆ ಹಾಗೂ ಅಗತ್ಯ ಮೂಲಭೂತ ಸೌಕರ್ಯಗಳ ಬಗ್ಗೆ ಪರಿಶೀಲಿಸಿ ಅಗತ್ಯ ನಿರ್ದೇಶನಗಳನ್ನು ನೀಡಿದರು. ಭೇಟಿ ಬಳಿಕ ಅಂಗನವಾಡಿ ಕಾರ್ಯಕರ್ತೆಯರೊಂದಿಗೆ ಮಾತನಾಡಿದರು. ಅಂಗನವಾಡಿ ಕೇಂದ್ರಗಳಲ್ಲಿ ಭೇಟಿ ನೀಡಿ: [30, 971, 324, 1153]
- tiles-photo: [241, 1548, 750, 1676]
